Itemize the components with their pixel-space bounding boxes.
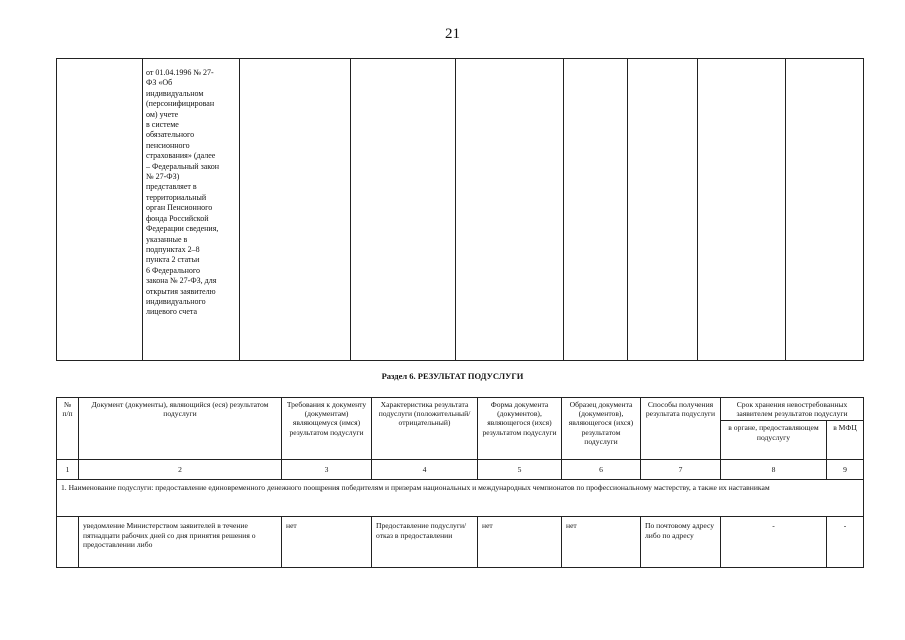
result-document: уведомление Министерством заявителей в течение пятнадцати рабочих дней со дня принятия решения о предоставлении либо xyxy=(79,517,282,568)
service-name: 1. Наименование подуслуги: предоставление единовременного денежного поощрения победителям и призерам национальных и международных чемпионатов по профессиональному мастерству, а также их наставникам xyxy=(57,480,864,517)
column-number: 3 xyxy=(282,460,372,480)
column-number: 8 xyxy=(721,460,827,480)
column-number: 1 xyxy=(57,460,79,480)
column-number: 4 xyxy=(372,460,478,480)
result-form: нет xyxy=(478,517,562,568)
result-sample: нет xyxy=(562,517,641,568)
results-table xyxy=(56,397,864,568)
row-number-cell xyxy=(57,517,79,568)
continuation-cell xyxy=(143,59,240,361)
continuation-cell xyxy=(628,59,698,361)
header-storage-organ: в органе, предоставляющем подуслугу xyxy=(721,421,827,460)
column-number: 9 xyxy=(827,460,864,480)
continuation-cell xyxy=(698,59,786,361)
header-sample: Образец документа (документов), являющегося (ихся) результатом подуслуги xyxy=(562,398,641,460)
page-number: 21 xyxy=(445,26,460,42)
header-methods: Способы получения результата подуслуги xyxy=(641,398,721,460)
header-storage-group: Срок хранения невостребованных заявителем результатов подуслуги xyxy=(721,398,864,421)
column-number: 6 xyxy=(562,460,641,480)
header-number: № п/п xyxy=(57,398,79,460)
result-storage-organ: - xyxy=(721,517,827,568)
header-document: Документ (документы), являющийся (еся) результатом подуслуги xyxy=(79,398,282,460)
continuation-cell xyxy=(351,59,456,361)
section-title: Раздел 6. РЕЗУЛЬТАТ ПОДУСЛУГИ xyxy=(381,371,524,381)
result-requirements: нет xyxy=(282,517,372,568)
header-requirements: Требования к документу (документам) являющемуся (имся) результатом подуслуги xyxy=(282,398,372,460)
header-storage-mfc: в МФЦ xyxy=(827,421,864,460)
result-methods: По почтовому адресу либо по адресу xyxy=(641,517,721,568)
continuation-cell xyxy=(57,59,143,361)
column-number: 5 xyxy=(478,460,562,480)
continuation-cell xyxy=(456,59,564,361)
header-form: Форма документа (документов), являющегося (ихся) результатом подуслуги xyxy=(478,398,562,460)
result-characteristic: Предоставление подуслуги/отказ в предоставлении xyxy=(372,517,478,568)
continuation-text: от 01.04.1996 № 27- ФЗ «Об индивидуальном (персонифицирован ом) учете в системе обязательного пенсионного страхования» (далее – Федеральный закон № 27-ФЗ) представляет в территориальный орган Пенсионного фонда Российской Федерации сведения, указанные в подпунктах 2–8 пункта 2 статьи 6 Федерального закона № 27-ФЗ, для открытия заявителю индивидуального лицевого счета xyxy=(146,68,220,317)
header-characteristic: Характеристика результата подуслуги (положительный/отрицательный) xyxy=(372,398,478,460)
continuation-cell xyxy=(240,59,351,361)
continuation-cell xyxy=(786,59,864,361)
column-number: 7 xyxy=(641,460,721,480)
result-storage-mfc: - xyxy=(827,517,864,568)
continuation-table xyxy=(56,58,864,361)
continuation-cell xyxy=(564,59,628,361)
column-number: 2 xyxy=(79,460,282,480)
